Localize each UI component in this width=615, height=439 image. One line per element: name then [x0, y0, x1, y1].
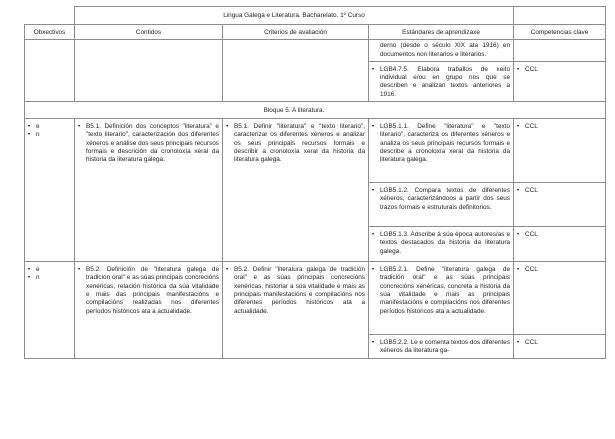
header-obxectivos: Obxectivos — [25, 25, 75, 40]
table-row — [25, 119, 606, 183]
table-row — [25, 262, 606, 335]
table-title: Lingua Galega e Literatura. Bacharelato. 1º Curso — [75, 7, 514, 25]
competencia-ccl: • CCL — [517, 339, 602, 347]
header-competencias: Competencias clave — [514, 25, 606, 40]
curriculum-table — [24, 6, 606, 359]
obxectivos-list — [28, 123, 71, 140]
empty-cell — [25, 40, 75, 102]
obxectivo-item: • n — [28, 274, 71, 282]
estandar-lgb4-7-5: • LGB4.7.5. Elabora traballos de xeito individual e/ou en grupo nos que se describen e analizan textos anteriores a 1916. — [372, 66, 510, 99]
competencia-ccl: • CCL — [517, 66, 602, 74]
header-estandares: Estándares de aprendizaxe — [369, 25, 514, 40]
table-title-row — [25, 7, 606, 25]
table-row — [25, 40, 606, 62]
estandar-continuation: derno (desde o século XIX ata 1916) en documentos non literarios e literarios. — [369, 40, 514, 62]
header-criterios: Criterios de avaliación — [223, 25, 369, 40]
competencia-ccl: • CCL — [517, 266, 602, 274]
criterio-b5-1: • B5.1. Definir "literatura" e "texto literario", caracterizar os diferentes xéneros e analizar os seus principais recursos formais e describir a cronoloxía xeral da historia da literatura galega. — [226, 123, 365, 164]
obxectivo-item: • n — [28, 131, 71, 139]
empty-corner-cell — [25, 7, 75, 25]
competencia-ccl: • CCL — [517, 123, 602, 131]
competencia-ccl: • CCL — [517, 231, 602, 239]
table-header-row — [25, 25, 606, 40]
empty-cell — [223, 40, 369, 102]
bloque-row — [25, 102, 606, 119]
contido-b5-1: • B5.1. Definición dos conceptos "literatura" e "texto literario", caracterización dos diferentes xéneros e análise dos seus principais recursos formais e descrición da cronoloxía xeral da historia da literatura galega. — [78, 123, 219, 164]
estandar-lgb5-1-2: • LGB5.1.2. Compara textos de diferentes xéneros, caracterizándoos a partir dos seus trazos formais e estruturais definitorios. — [372, 187, 510, 212]
estandar-lgb5-2-2: • LGB5.2.2. Le e comenta textos dos diferentes xéneros da literatura ga- — [372, 339, 510, 356]
contido-b5-2: • B5.2. Definición de "literatura galega de tradición oral" e as súas principais concrecións xenéricas, relación histórica da súa vitalidade e mais das principais manifestacións e compilacións realizadas nos diferentes períodos históricos ata a actualidade. — [78, 266, 219, 316]
criterio-b5-2: • B5.2. Definir "literatura galega de tradición oral" e as súas principais concrecións xenéricas, historiar a súa vitalidade e mais as principais manifestacións e compilacións nos diferentes períodos históricos ata a actualidade. — [226, 266, 365, 316]
obxectivo-item: • e — [28, 266, 71, 274]
empty-cell — [75, 40, 223, 102]
competencia-ccl: • CCL — [517, 187, 602, 195]
estandar-lgb5-1-1: • LGB5.1.1. Define "literatura" e "texto literario", caracteriza os diferentes xéneros e analiza os seus principais recursos formais e describe a cronoloxía xeral da historia da literatura galega. — [372, 123, 510, 164]
obxectivos-list — [28, 266, 71, 283]
bloque-heading: Bloque 5. A literatura. — [75, 102, 514, 119]
empty-title-cell — [514, 7, 606, 25]
empty-cell — [514, 102, 606, 119]
header-contidos: Contidos — [75, 25, 223, 40]
estandar-lgb5-1-3: • LGB5.1.3. Adscribe á súa época autores/as e textos destacados da historia da literatura galega. — [372, 231, 510, 256]
empty-cell — [25, 102, 75, 119]
estandar-lgb5-2-1: • LGB5.2.1. Define "literatura galega de tradición oral" e as súas principais concrecións xenéricas, concreta a historia da súa vitalidade e mais as principais manifestacións e compilacións nos diferentes períodos históricos ata a actualidade. — [372, 266, 510, 316]
empty-cell — [514, 40, 606, 62]
obxectivo-item: • e — [28, 123, 71, 131]
